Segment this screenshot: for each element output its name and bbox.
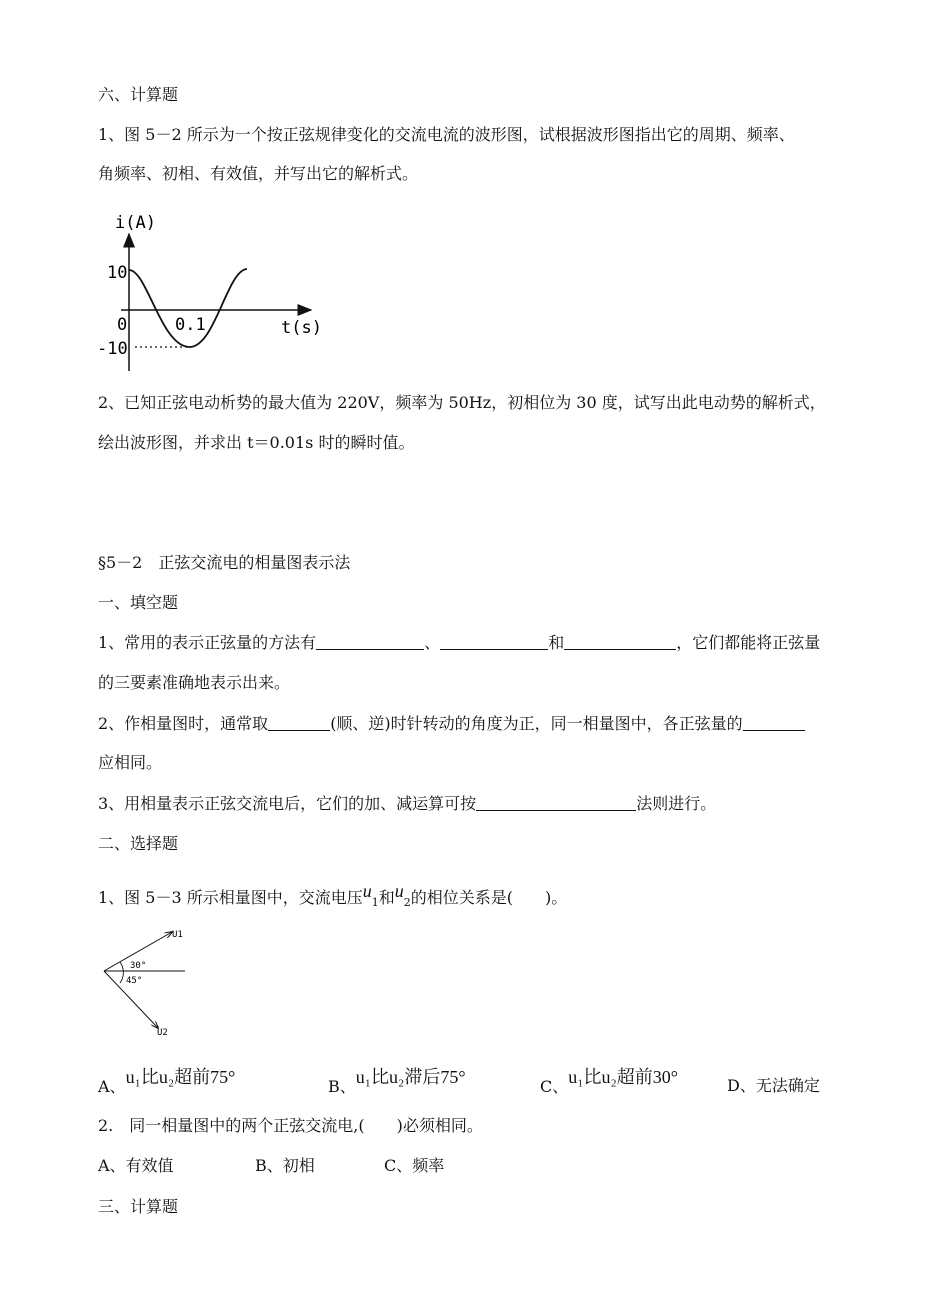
choice-q1-text-a: 1、图 5－3 所示相量图中，交流电压 bbox=[98, 888, 363, 907]
fill-blank-5[interactable] bbox=[743, 714, 805, 731]
calc-heading: 三、计算题 bbox=[98, 1197, 179, 1216]
choice-heading: 二、选择题 bbox=[98, 834, 179, 853]
fill-question-2-line-1 bbox=[98, 713, 805, 735]
fill-question-1-line-1 bbox=[98, 632, 820, 654]
option-d[interactable]: D、无法确定 bbox=[727, 1076, 820, 1095]
choice-q1-text-b: 的相位关系是( )。 bbox=[410, 888, 568, 907]
angle-45-label: 45° bbox=[126, 976, 143, 986]
option-a[interactable]: A、u₁比u₂超前75° bbox=[98, 1067, 236, 1096]
q2-option-c[interactable]: C、频率 bbox=[384, 1156, 445, 1175]
question-2-line-2: 绘出波形图，并求出 t＝0.01s 时的瞬时值。 bbox=[98, 433, 415, 452]
fill-blank-3[interactable] bbox=[564, 633, 676, 650]
y-axis-label: i(A) bbox=[115, 213, 156, 233]
question-1-line-2: 角频率、初相、有效值，并写出它的解析式。 bbox=[98, 164, 419, 183]
fill-question-1-line-2: 的三要素准确地表示出来。 bbox=[98, 673, 291, 692]
option-c[interactable]: C、u₁比u₂超前30° bbox=[540, 1067, 678, 1096]
fill-q3-text-b: 法则进行。 bbox=[636, 794, 717, 813]
fill-question-3 bbox=[98, 793, 716, 815]
u2-symbol: u bbox=[394, 881, 404, 901]
sine-curve bbox=[129, 269, 247, 347]
section-heading-calc: 六、计算题 bbox=[98, 85, 179, 104]
u1-label: U1 bbox=[172, 930, 183, 940]
choice-question-2: 2. 同一相量图中的两个正弦交流电,( )必须相同。 bbox=[98, 1116, 483, 1135]
section-title: §5－2 正弦交流电的相量图表示法 bbox=[98, 553, 351, 572]
fill-blank-4[interactable] bbox=[268, 714, 330, 731]
waveform-figure bbox=[95, 206, 345, 376]
fill-q3-text-a: 3、用相量表示正弦交流电后，它们的加、减运算可按 bbox=[98, 794, 477, 813]
fill-q2-text-b: (顺、逆)时针转动的角度为正，同一相量图中，各正弦量的 bbox=[330, 714, 743, 733]
q2-option-a[interactable]: A、有效值 bbox=[98, 1156, 174, 1175]
q2-option-b[interactable]: B、初相 bbox=[255, 1156, 315, 1175]
angle-30-label: 30° bbox=[130, 961, 147, 971]
fill-q1-text-a: 1、常用的表示正弦量的方法有 bbox=[98, 633, 317, 652]
fill-q1-text-d: ，它们都能将正弦量 bbox=[676, 633, 821, 652]
origin-label: 0 bbox=[117, 315, 128, 335]
choice-question-1: 1、图 5－3 所示相量图中，交流电压$u_1$和$u_2$的相位关系是( )。 bbox=[98, 881, 568, 909]
tick-0-1: 0.1 bbox=[175, 315, 206, 335]
u1-symbol: u bbox=[362, 881, 372, 901]
angle-arc bbox=[120, 962, 123, 983]
u2-label: U2 bbox=[157, 1028, 168, 1038]
fill-blank-2[interactable] bbox=[440, 633, 548, 650]
fill-blank-6[interactable] bbox=[476, 794, 636, 811]
question-2-line-1: 2、已知正弦电动析势的最大值为 220V，频率为 50Hz，初相位为 30 度，试写出此电动势的解析式， bbox=[98, 393, 826, 412]
fill-q1-text-b: 、 bbox=[424, 633, 441, 652]
fill-q1-text-c: 和 bbox=[548, 633, 565, 652]
tick-10: 10 bbox=[107, 263, 128, 283]
fill-blank-1[interactable] bbox=[316, 633, 424, 650]
fill-heading: 一、填空题 bbox=[98, 593, 179, 612]
fill-question-2-line-2: 应相同。 bbox=[98, 753, 163, 772]
x-axis-label: t(s) bbox=[281, 318, 322, 338]
tick-neg-10: -10 bbox=[97, 339, 128, 359]
option-b[interactable]: B、u₁比u₂滞后75° bbox=[328, 1067, 466, 1096]
phasor-figure bbox=[100, 925, 200, 1040]
question-1-line-1: 1、图 5－2 所示为一个按正弦规律变化的交流电流的波形图，试根据波形图指出它的周期、频率、 bbox=[98, 125, 795, 144]
fill-q2-text-a: 2、作相量图时，通常取 bbox=[98, 714, 269, 733]
